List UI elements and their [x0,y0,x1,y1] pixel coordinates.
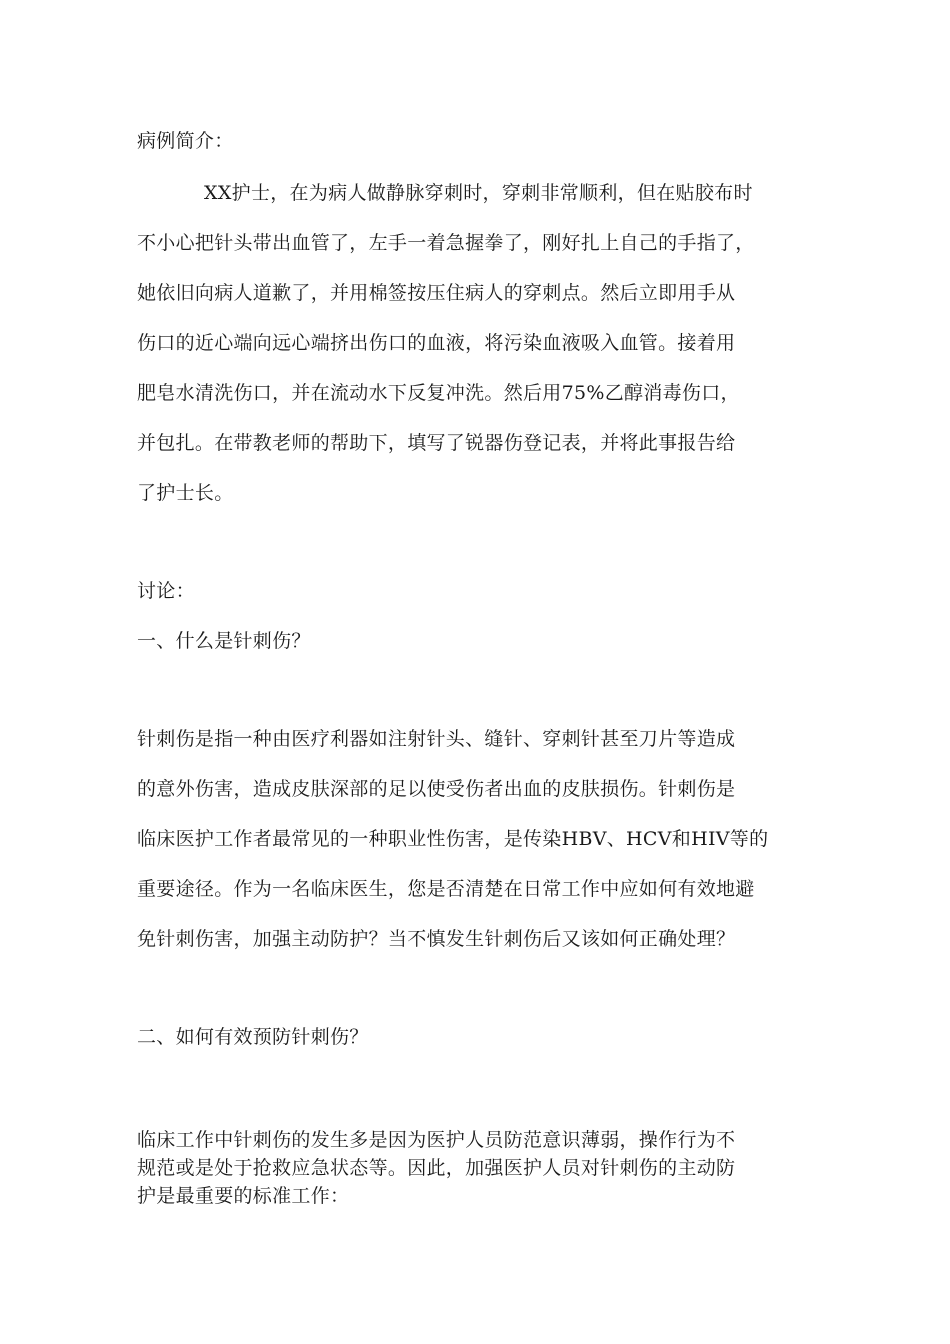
case-line: 她依旧向病人道歉了，并用棉签按压住病人的穿刺点。然后立即用手从 [137,282,736,304]
answer-1-line: 针刺伤是指一种由医疗利器如注射针头、缝针、穿刺针甚至刀片等造成 [137,728,736,750]
question-2-title: 二、如何有效预防针刺伤？ [137,1026,369,1048]
answer-2-line: 临床工作中针刺伤的发生多是因为医护人员防范意识薄弱，操作行为不 [137,1129,736,1151]
case-line: 不小心把针头带出血管了，左手一着急握拳了，刚好扎上自己的手指了， [137,232,755,254]
case-line: 并包扎。在带教老师的帮助下，填写了锐器伤登记表，并将此事报告给 [137,432,736,454]
case-line: XX护士，在为病人做静脉穿刺时，穿刺非常顺利，但在贴胶布时 [204,182,753,204]
answer-1-line: 重要途径。作为一名临床医生，您是否清楚在日常工作中应如何有效地避 [137,878,755,900]
case-line: 伤口的近心端向远心端挤出伤口的血液，将污染血液吸入血管。接着用 [137,332,736,354]
case-line: 了护士长。 [137,482,234,504]
case-heading: 病例简介： [137,130,234,152]
answer-2-line: 规范或是处于抢救应急状态等。因此，加强医护人员对针刺伤的主动防 [137,1157,736,1179]
answer-1-line: 免针刺伤害，加强主动防护？当不慎发生针刺伤后又该如何正确处理？ [137,928,736,950]
answer-1-line: 的意外伤害，造成皮肤深部的足以使受伤者出血的皮肤损伤。针刺伤是 [137,778,736,800]
question-1-title: 一、什么是针刺伤？ [137,630,311,652]
answer-2-line: 护是最重要的标准工作： [137,1185,350,1207]
case-line: 肥皂水清洗伤口，并在流动水下反复冲洗。然后用75%乙醇消毒伤口， [137,382,740,404]
discussion-heading: 讨论： [137,580,195,602]
answer-1-line: 临床医护工作者最常见的一种职业性伤害，是传染HBV、HCV和HIV等的 [137,828,769,850]
